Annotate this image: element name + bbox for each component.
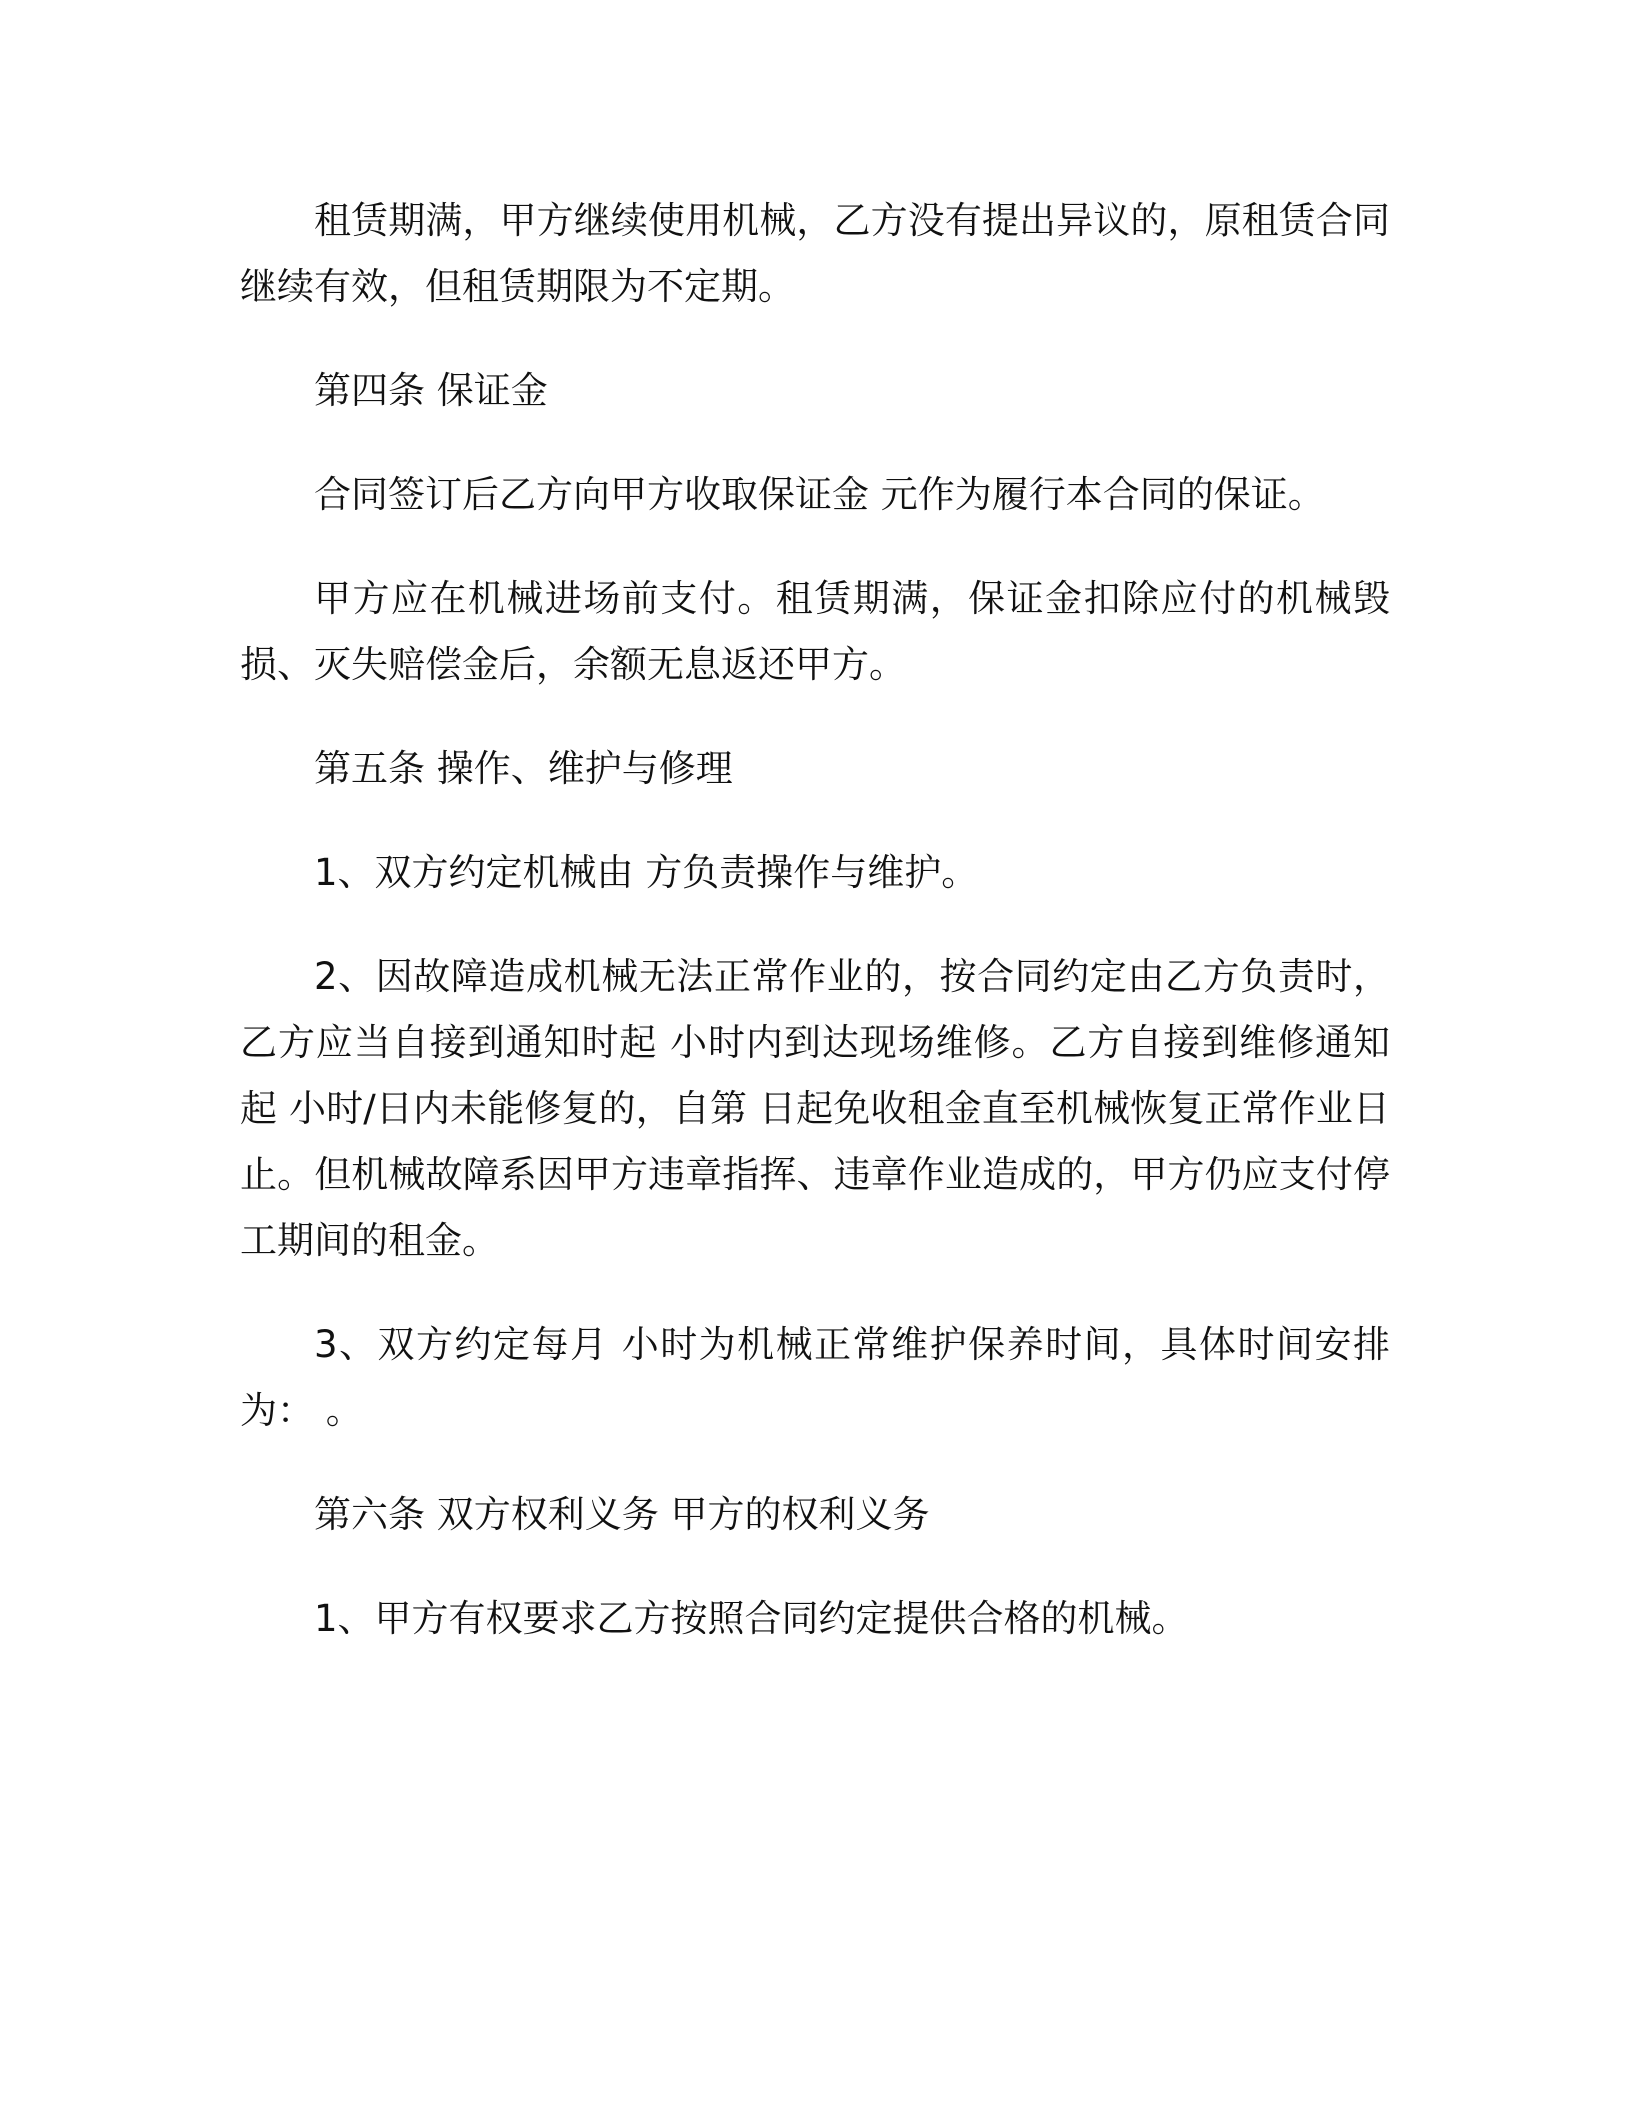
clause-5-2: 2、因故障造成机械无法正常作业的，按合同约定由乙方负责时，乙方应当自接到通知时起 小时内到达现场维修。乙方自接到维修通知起 小时/日内未能修复的，自第 日起免收租金直至机械恢复正常作业日止。但机械故障系因甲方违章指挥、违章作业造成的，甲方仍应支付停工期间的租金。 — [240, 955, 1390, 1262]
clause-6-1: 1、甲方有权要求乙方按照合同约定提供合格的机械。 — [314, 1597, 1189, 1640]
article-5-heading: 第五条 操作、维护与修理 — [314, 747, 733, 790]
article-6-heading: 第六条 双方权利义务 甲方的权利义务 — [314, 1493, 930, 1536]
clause-5-3: 3、双方约定每月 小时为机械正常维护保养时间，具体时间安排为： 。 — [240, 1323, 1390, 1432]
paragraph-deposit-amount: 合同签订后乙方向甲方收取保证金 元作为履行本合同的保证。 — [314, 473, 1325, 516]
paragraph-deposit-refund: 甲方应在机械进场前支付。租赁期满，保证金扣除应付的机械毁损、灭失赔偿金后，余额无息返还甲方。 — [240, 577, 1390, 686]
paragraph-lease-expiry: 租赁期满，甲方继续使用机械，乙方没有提出异议的，原租赁合同继续有效，但租赁期限为不定期。 — [240, 199, 1390, 308]
clause-5-1: 1、双方约定机械由 方负责操作与维护。 — [314, 851, 979, 894]
document-body — [240, 188, 1390, 1690]
article-4-heading: 第四条 保证金 — [314, 369, 548, 412]
